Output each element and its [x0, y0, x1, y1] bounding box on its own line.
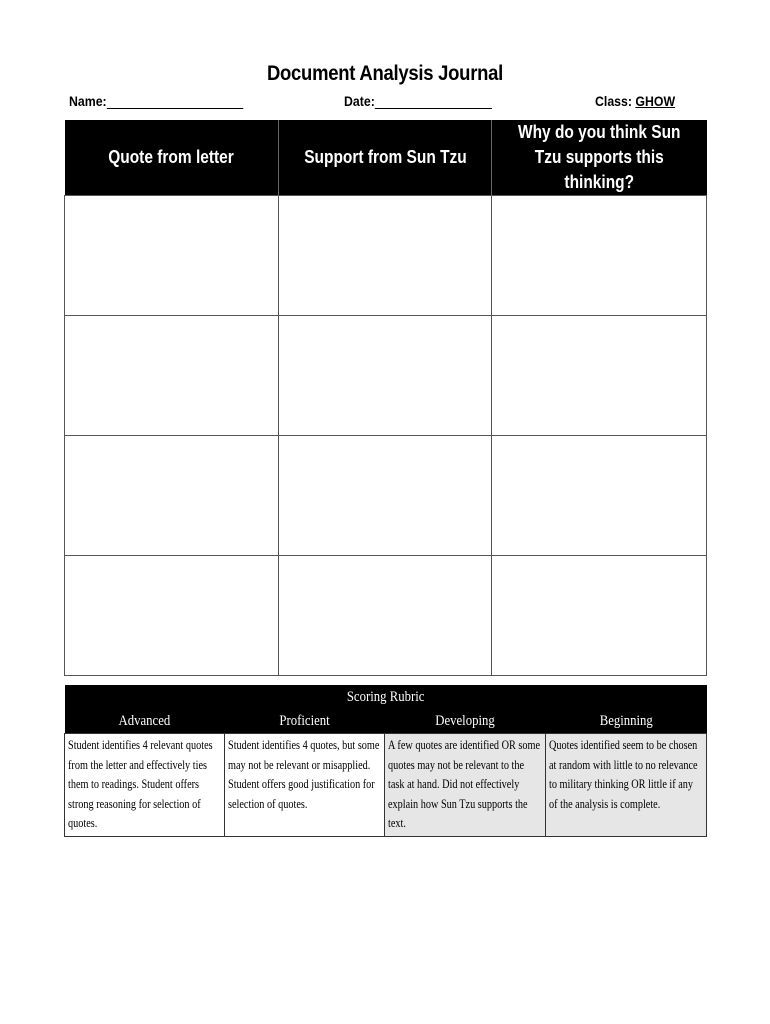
scoring-rubric	[64, 685, 707, 837]
rubric-proficient-description: Student identifies 4 quotes, but some may not be relevant or misapplied. Student offers good justification for selection of quotes.	[225, 734, 385, 837]
column-header-quote: Quote from letter	[65, 120, 279, 196]
level-beginning: Beginning	[546, 709, 707, 734]
journal-table	[64, 120, 707, 676]
quote-cell[interactable]	[65, 316, 279, 436]
rubric-caption: Scoring Rubric	[65, 685, 707, 709]
quote-cell[interactable]	[65, 436, 279, 556]
date-label: Date:	[344, 93, 375, 109]
class-value: GHOW	[635, 93, 676, 109]
page-title: Document Analysis Journal	[266, 62, 504, 85]
column-header-support: Support from Sun Tzu	[279, 120, 492, 196]
why-cell[interactable]	[492, 196, 707, 316]
class-label: Class:	[595, 93, 632, 109]
name-line[interactable]	[107, 108, 243, 109]
rubric-developing-description: A few quotes are identified OR some quotes may not be relevant to the task at hand. Did not effectively explain how Sun Tzu supports the text.	[385, 734, 546, 837]
journal-row	[65, 316, 707, 436]
journal-row	[65, 556, 707, 676]
why-cell[interactable]	[492, 556, 707, 676]
journal-row	[65, 196, 707, 316]
support-cell[interactable]	[279, 436, 492, 556]
quote-cell[interactable]	[65, 196, 279, 316]
support-cell[interactable]	[279, 556, 492, 676]
level-proficient: Proficient	[225, 709, 385, 734]
journal-row	[65, 436, 707, 556]
date-line[interactable]	[375, 108, 492, 109]
level-advanced: Advanced	[65, 709, 225, 734]
name-field[interactable]	[69, 93, 243, 109]
support-cell[interactable]	[279, 196, 492, 316]
rubric-beginning-description: Quotes identified seem to be chosen at random with little to no relevance to military thinking OR little if any of the analysis is complete.	[546, 734, 707, 837]
column-header-why: Why do you think Sun Tzu supports this thinking?	[492, 120, 707, 196]
why-cell[interactable]	[492, 316, 707, 436]
class-field	[595, 93, 675, 109]
support-cell[interactable]	[279, 316, 492, 436]
quote-cell[interactable]	[65, 556, 279, 676]
level-developing: Developing	[385, 709, 546, 734]
rubric-advanced-description: Student identifies 4 relevant quotes from the letter and effectively ties them to readings. Student offers strong reasoning for selection of quotes.	[65, 734, 225, 837]
why-cell[interactable]	[492, 436, 707, 556]
date-field[interactable]	[344, 93, 492, 109]
name-label: Name:	[69, 93, 107, 109]
journal-header-row	[65, 120, 707, 196]
